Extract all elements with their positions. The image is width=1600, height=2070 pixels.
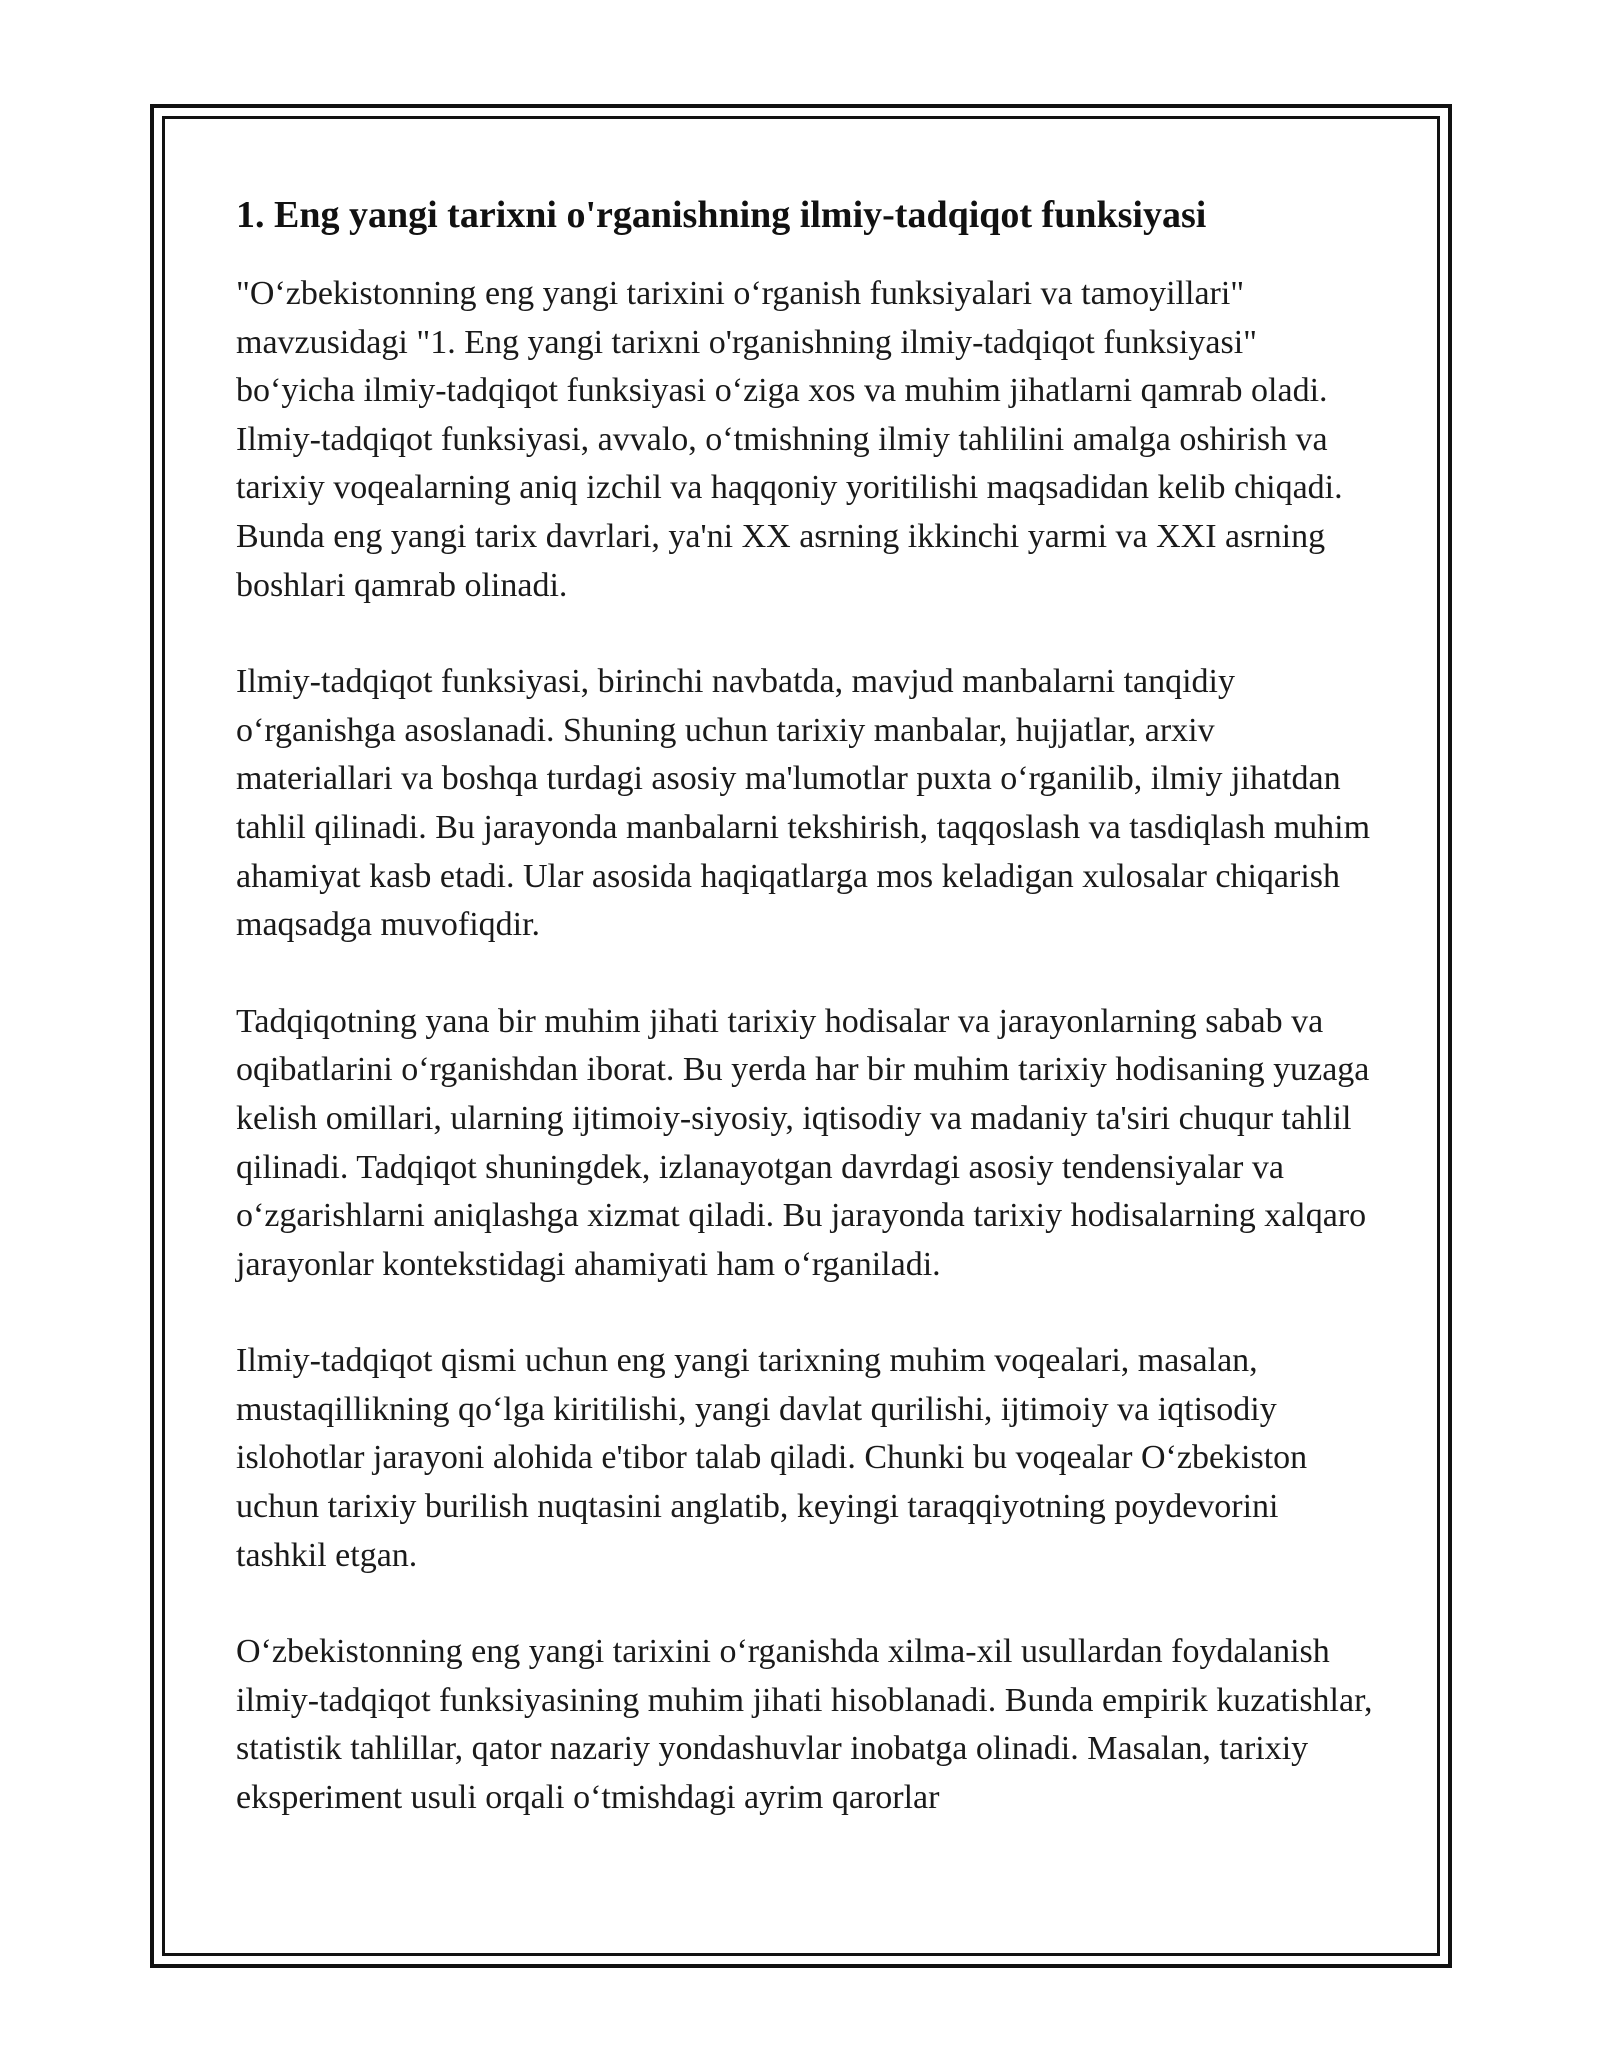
section-heading: 1. Eng yangi tarixni o'rganishning ilmiy-tadqiqot funksiyasi	[236, 194, 1207, 236]
paragraph-2: Ilmiy-tadqiqot funksiyasi, birinchi navbatda, mavjud manbalarni tanqidiy o‘rganishga asoslanadi. Shuning uchun tarixiy manbalar, hujjatlar, arxiv materiallari va boshqa turdagi asosiy ma'lumotlar puxta o‘rganilib, ilmiy jihatdan tahlil qilinadi. Bu jarayonda manbalarni tekshirish, taqqoslash va tasdiqlash muhim ahamiyat kasb etadi. Ular asosida haqiqatlarga mos keladigan xulosalar chiqarish maqsadga muvofiqdir.	[236, 663, 1371, 944]
paragraph-5: O‘zbekistonning eng yangi tarixini o‘rganishda xilma-xil usullardan foydalanish ilmiy-tadqiqot funksiyasining muhim jihati hisoblanadi. Bunda empirik kuzatishlar, statistik tahlillar, qator nazariy yondashuvlar inobatga olinadi. Masalan, tarixiy eksperiment usuli orqali o‘tmishdagi ayrim qarorlar	[236, 1633, 1373, 1817]
paragraph-3: Tadqiqotning yana bir muhim jihati tarixiy hodisalar va jarayonlarning sabab va oqibatlarini o‘rganishdan iborat. Bu yerda har bir muhim tarixiy hodisaning yuzaga kelish omillari, ularning ijtimoiy-siyosiy, iqtisodiy va madaniy ta'siri chuqur tahlil qilinadi. Tadqiqot shuningdek, izlanayotgan davrdagi asosiy tendensiyalar va o‘zgarishlarni aniqlashga xizmat qiladi. Bu jarayonda tarixiy hodisalarning xalqaro jarayonlar kontekstidagi ahamiyati ham o‘rganiladi.	[236, 1002, 1370, 1283]
paragraph-1: "O‘zbekistonning eng yangi tarixini o‘rganish funksiyalari va tamoyillari" mavzusidagi "1. Eng yangi tarixni o'rganishning ilmiy-tadqiqot funksiyasi" bo‘yicha ilmiy-tadqiqot funksiyasi o‘ziga xos va muhim jihatlarni qamrab oladi. Ilmiy-tadqiqot funksiyasi, avvalo, o‘tmishning ilmiy tahlilini amalga oshirish va tarixiy voqealarning aniq izchil va haqqoniy yoritilishi maqsadidan kelib chiqadi. Bunda eng yangi tarix davrlari, ya'ni XX asrning ikkinchi yarmi va XXI asrning boshlari qamrab olinadi.	[236, 275, 1343, 604]
document-body	[236, 188, 1376, 1823]
paragraph-4: Ilmiy-tadqiqot qismi uchun eng yangi tarixning muhim voqealari, masalan, mustaqillikning qo‘lga kiritilishi, yangi davlat qurilishi, ijtimoiy va iqtisodiy islohotlar jarayoni alohida e'tibor talab qiladi. Chunki bu voqealar O‘zbekiston uchun tarixiy burilish nuqtasini anglatib, keyingi taraqqiyotning poydevorini tashkil etgan.	[236, 1342, 1308, 1574]
